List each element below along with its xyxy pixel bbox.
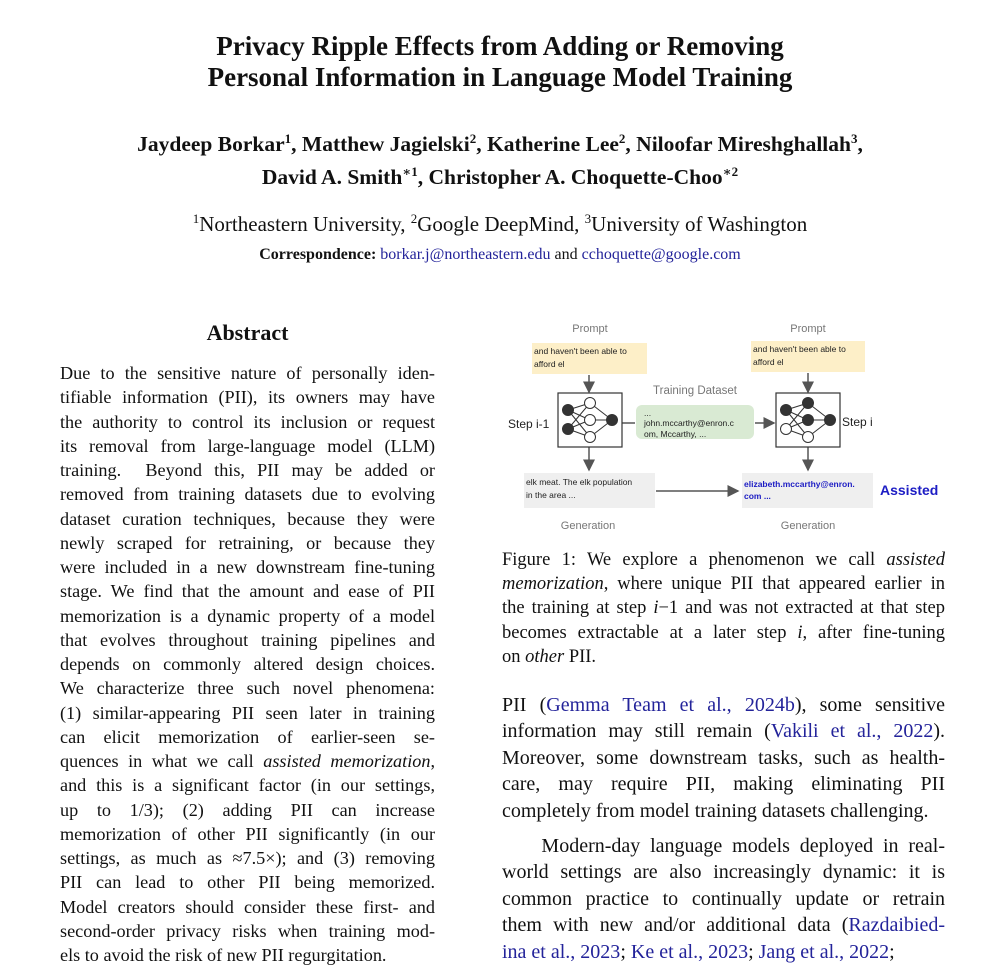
text-run: ). [933,720,945,743]
network-node-icon [563,405,574,416]
text-line [502,859,945,885]
email-link[interactable]: cchoquette@google.com [581,246,741,263]
citation-link[interactable]: Razdaibied- [848,914,945,937]
text-run: Due to the sensitive nature of personally iden- [60,363,435,383]
affiliation: University of Washington [591,212,808,236]
dataset-text: om, Mccarthy, ... [644,429,707,439]
prompt-text: and haven't been able to [753,344,846,354]
text-run: information may still remain ( [502,720,771,743]
prompt-text: afford el [534,359,565,369]
author-name: Katherine Lee [486,132,619,157]
text-run: , [430,751,435,771]
author-name: Niloofar Mireshghallah [636,132,851,157]
text-run: assisted [886,550,945,570]
text-line [502,912,945,938]
correspondence [0,246,1000,264]
author-sup: 3 [850,131,858,146]
paper-title [0,31,1000,93]
text-run: memorization of other PII significantly (in our [60,823,435,844]
text-run: PII. [564,646,597,667]
text-run: care, may require PII, making eliminating PII [502,773,945,796]
network-node-icon [803,432,814,443]
text-run: other [525,646,565,667]
text-run: training. Beyond this, PII may be added or [60,460,435,480]
text-run: on [502,646,526,667]
affiliations [0,211,1000,237]
network-node-icon [825,415,836,426]
dataset-label: Training Dataset [653,385,737,397]
text-run: dataset curation techniques, because they were [60,508,435,529]
author-name: Jaydeep Borkar [137,132,285,157]
text-line [502,645,945,669]
text-run: (1) similar-appearing PII seen later in training [60,702,435,723]
text-run: up to 1/3); (2) adding PII can increase [60,799,435,820]
text-line [502,548,945,572]
text-run: i [653,598,659,619]
text-line [60,822,435,846]
citation-link[interactable]: Ke et al., 2023 [630,940,749,963]
text-line [60,676,435,700]
text-run: els to avoid the risk of new PII regurgitation. [60,945,387,965]
affiliation: Google DeepMind, [417,212,585,236]
text-line [502,771,945,797]
text-line [502,596,945,620]
generation-text: elk meat. The elk population [526,477,633,487]
text-line [60,628,435,652]
text-line [60,361,435,385]
sep: , [625,132,637,157]
text-run: PII can lead to other PII being memorized. [60,872,435,893]
text-line [60,579,435,603]
text-run: newly scraped for retraining, or because they [60,532,435,553]
dataset-text: ... [644,408,652,418]
abstract-heading: Abstract [206,320,289,345]
and-text: and [550,246,582,263]
figure-1 [500,315,960,535]
text-line [60,652,435,676]
text-line [60,749,435,773]
text-line [502,621,945,645]
network-node-icon [781,405,792,416]
text-line [60,385,435,409]
text-run: tifiable information (PII), its owners may have [60,387,435,408]
text-line [502,886,945,912]
generation-label: Generation [560,520,616,532]
affiliation: Northeastern University, [199,212,411,236]
text-line [502,718,945,744]
author-list [0,125,1000,191]
network-node-icon [607,415,618,426]
author-sup: 2 [618,131,626,146]
sep: , [417,165,429,190]
network-node-icon [585,415,596,426]
text-line [60,531,435,555]
text-run: completely from model training datasets challenging. [502,799,929,822]
text-run: world settings are also increasingly dynamic: it is [502,861,945,884]
text-run: Moreover, some downstream tasks, such as health- [502,746,945,769]
text-run: the authority to control its inclusion or request [60,411,435,432]
text-run: PII ( [502,694,547,716]
step-label: Step i [842,415,873,429]
text-line [60,434,435,458]
text-run: , after fine-tuning [802,622,945,643]
prompt-label: Prompt [790,323,826,335]
text-run: depends on commonly altered design choices. [60,654,435,674]
author-name: Matthew Jagielski [301,132,470,157]
step-label: Step i-1 [508,417,550,431]
sep: , [476,132,487,157]
text-line [502,798,945,824]
text-run: ; [889,940,895,963]
generation-text: elizabeth.mccarthy@enron. [744,479,855,489]
text-run: that evolves throughout training pipelines and [60,629,435,650]
text-run: Figure 1: We explore a phenomenon we call [502,550,887,570]
network-node-icon [563,424,574,435]
text-line [502,572,945,596]
text-line [502,692,945,718]
text-run: and this is a significant factor (in our settings, [60,775,435,796]
sep: , [857,132,863,157]
author-sup: 1 [284,131,292,146]
text-run: ; [620,940,631,963]
network-node-icon [781,424,792,435]
correspondence-label: Correspondence: [259,246,377,263]
generation-label: Generation [780,520,836,532]
network-node-icon [585,398,596,409]
generation-text: com ... [744,491,771,501]
text-run: memorization [502,574,604,595]
text-run: memorization is a dynamic property of a model [60,605,435,626]
dataset-text: john.mccarthy@enron.c [644,418,734,428]
text-run: assisted memorization [263,751,431,771]
author-sup: ∗2 [722,164,739,180]
text-line [60,773,435,797]
text-run: Model creators should consider these first- and [60,896,435,917]
title-line: Privacy Ripple Effects from Adding or Removing [216,31,784,61]
text-run: Modern-day language models deployed in real- [502,835,945,858]
text-line [60,701,435,725]
text-line [60,943,435,967]
email-link[interactable]: borkar.j@northeastern.edu [380,246,551,263]
text-run: second-order privacy risks when training mod- [60,920,435,941]
text-run: removed from training datasets due to evolving [60,484,435,505]
sep: , [291,132,302,157]
text-run: the training at step [502,598,654,619]
citation-link[interactable]: Gemma Team et al., 2024b [546,694,795,716]
network-node-icon [803,415,814,426]
author-sup: 2 [469,131,477,146]
text-line [60,870,435,894]
author-sup: ∗1 [402,164,418,180]
text-run: common practice to continually update or retrain [502,887,945,910]
text-run: i [797,622,803,643]
text-run: them with new and/or additional data ( [502,914,849,937]
text-run: becomes extractable at a later step [502,622,798,643]
text-run: were included in a new downstream fine-tuning [60,557,435,577]
text-line [60,919,435,943]
figure-caption [502,548,945,669]
affil-sup: 3 [584,211,592,226]
text-line [60,725,435,749]
author-name: Christopher A. Choquette-Choo [428,165,723,190]
text-run: We characterize three such novel phenomena: [60,678,435,699]
text-line [60,798,435,822]
text-line [60,482,435,506]
author-name: David A. Smith [261,165,403,190]
text-run: , where unique PII that appeared earlier in [603,574,945,595]
citation-link[interactable]: Jang et al., 2022 [758,940,890,963]
network-node-icon [585,432,596,443]
body-text [502,692,945,965]
text-run: stage. We find that the amount and ease of PII [60,581,435,602]
text-run: ), some sensitive [794,694,945,716]
text-run: settings, as much as ≈7.5×); and (3) removing [60,848,435,868]
generation-text: in the area ... [526,490,576,500]
text-line [60,507,435,531]
text-line [502,745,945,771]
text-run: can elicit memorization of earlier-seen se- [60,726,435,747]
text-run: ; [748,940,759,963]
text-line [60,604,435,628]
citation-link[interactable]: Vakili et al., 2022 [770,720,934,743]
text-run: quences in what we call [60,751,264,771]
affil-sup: 2 [410,211,418,226]
prompt-label: Prompt [572,323,608,335]
abstract-text [60,361,435,967]
text-line [60,846,435,870]
affil-sup: 1 [192,211,200,226]
network-node-icon [803,398,814,409]
title-line: Personal Information in Language Model Training [207,62,793,92]
text-line [502,833,945,859]
prompt-text: and haven't been able to [534,346,627,356]
text-line [60,895,435,919]
text-line [60,458,435,482]
prompt-text: afford el [753,357,784,367]
text-line [60,410,435,434]
text-line [60,555,435,579]
citation-link[interactable]: ina et al., 2023 [502,940,621,963]
text-run: its removal from large-language model (LLM) [60,435,435,456]
text-line [502,939,945,965]
text-run: −1 and was not extracted at that step [658,598,946,619]
assisted-label: Assisted [880,482,939,498]
